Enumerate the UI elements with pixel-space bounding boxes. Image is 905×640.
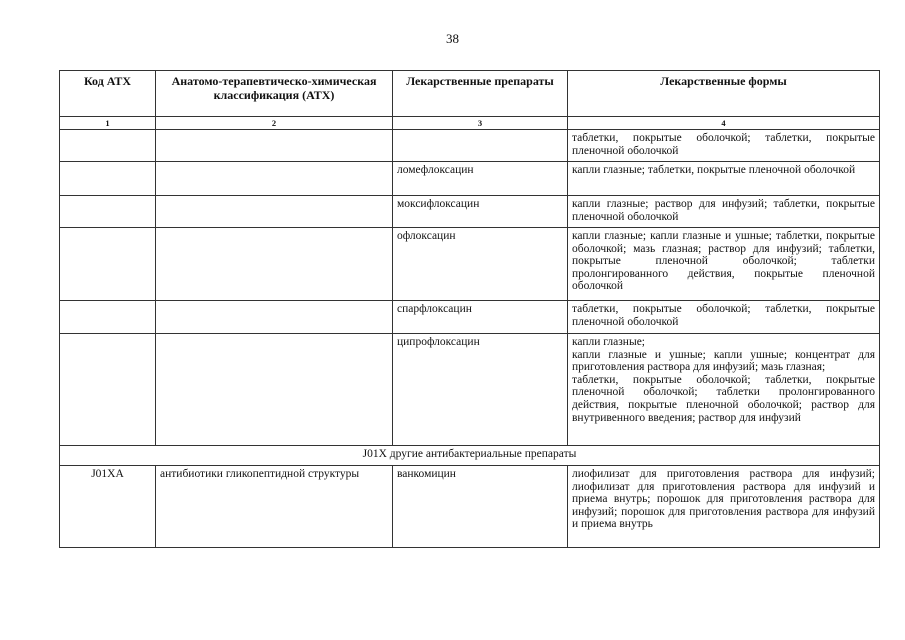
cell-code [60, 301, 156, 334]
cell-forms: капли глазные; капли глазные и ушные; капли ушные; концентрат для приготовления раствора для инфузий; мазь глазная; таблетки, покрытые оболочкой; таблетки, покрытые пленочной оболочкой; таблетки пролонгированного действия, покрытые пленочной оболочкой; раствор для внутривенного введения; раствор для инфузий [568, 334, 880, 446]
cell-forms: таблетки, покрытые оболочкой; таблетки, покрытые пленочной оболочкой [568, 301, 880, 334]
column-number: 2 [156, 117, 393, 130]
column-number: 3 [393, 117, 568, 130]
table-row [60, 130, 880, 162]
cell-code [60, 130, 156, 162]
column-number: 1 [60, 117, 156, 130]
header-atx-code: Код АТХ [60, 71, 156, 117]
cell-code [60, 196, 156, 228]
column-number-row [60, 117, 880, 130]
cell-class [156, 301, 393, 334]
table-header-row [60, 71, 880, 117]
cell-class: антибиотики гликопептидной структуры [156, 466, 393, 548]
cell-forms: лиофилизат для приготовления раствора для инфузий; лиофилизат для приготовления раствора для инфузий и приема внутрь; порошок для приготовления раствора для инфузий; порошок для приготовления раствора для инфузий и приема внутрь [568, 466, 880, 548]
cell-code [60, 162, 156, 196]
cell-drug: офлоксацин [393, 228, 568, 301]
atx-drug-table [59, 70, 880, 548]
cell-forms: капли глазные; раствор для инфузий; таблетки, покрытые пленочной оболочкой [568, 196, 880, 228]
table-row [60, 466, 880, 548]
table-row [60, 301, 880, 334]
column-number: 4 [568, 117, 880, 130]
cell-drug: спарфлоксацин [393, 301, 568, 334]
cell-drug: ципрофлоксацин [393, 334, 568, 446]
header-atx-classification: Анатомо-терапевтическо-химическая классификация (АТХ) [156, 71, 393, 117]
cell-class [156, 130, 393, 162]
cell-class [156, 162, 393, 196]
header-drugs: Лекарственные препараты [393, 71, 568, 117]
header-dosage-forms: Лекарственные формы [568, 71, 880, 117]
cell-code [60, 228, 156, 301]
page-number: 38 [446, 31, 459, 46]
cell-forms: таблетки, покрытые оболочкой; таблетки, покрытые пленочной оболочкой [568, 130, 880, 162]
table-row [60, 162, 880, 196]
cell-class [156, 196, 393, 228]
table-row [60, 196, 880, 228]
cell-drug: ломефлоксацин [393, 162, 568, 196]
table-row [60, 334, 880, 446]
group-header: J01X другие антибактериальные препараты [60, 446, 880, 466]
cell-drug: ванкомицин [393, 466, 568, 548]
cell-code: J01XA [60, 466, 156, 548]
cell-drug: моксифлоксацин [393, 196, 568, 228]
cell-class [156, 334, 393, 446]
cell-class [156, 228, 393, 301]
cell-drug [393, 130, 568, 162]
group-header-row [60, 446, 880, 466]
cell-forms: капли глазные; капли глазные и ушные; таблетки, покрытые оболочкой; мазь глазная; раствор для инфузий; таблетки, покрытые пленочной оболочкой; таблетки пролонгированного действия, покрытые пленочной оболочкой [568, 228, 880, 301]
table-row [60, 228, 880, 301]
cell-forms: капли глазные; таблетки, покрытые пленочной оболочкой [568, 162, 880, 196]
cell-code [60, 334, 156, 446]
